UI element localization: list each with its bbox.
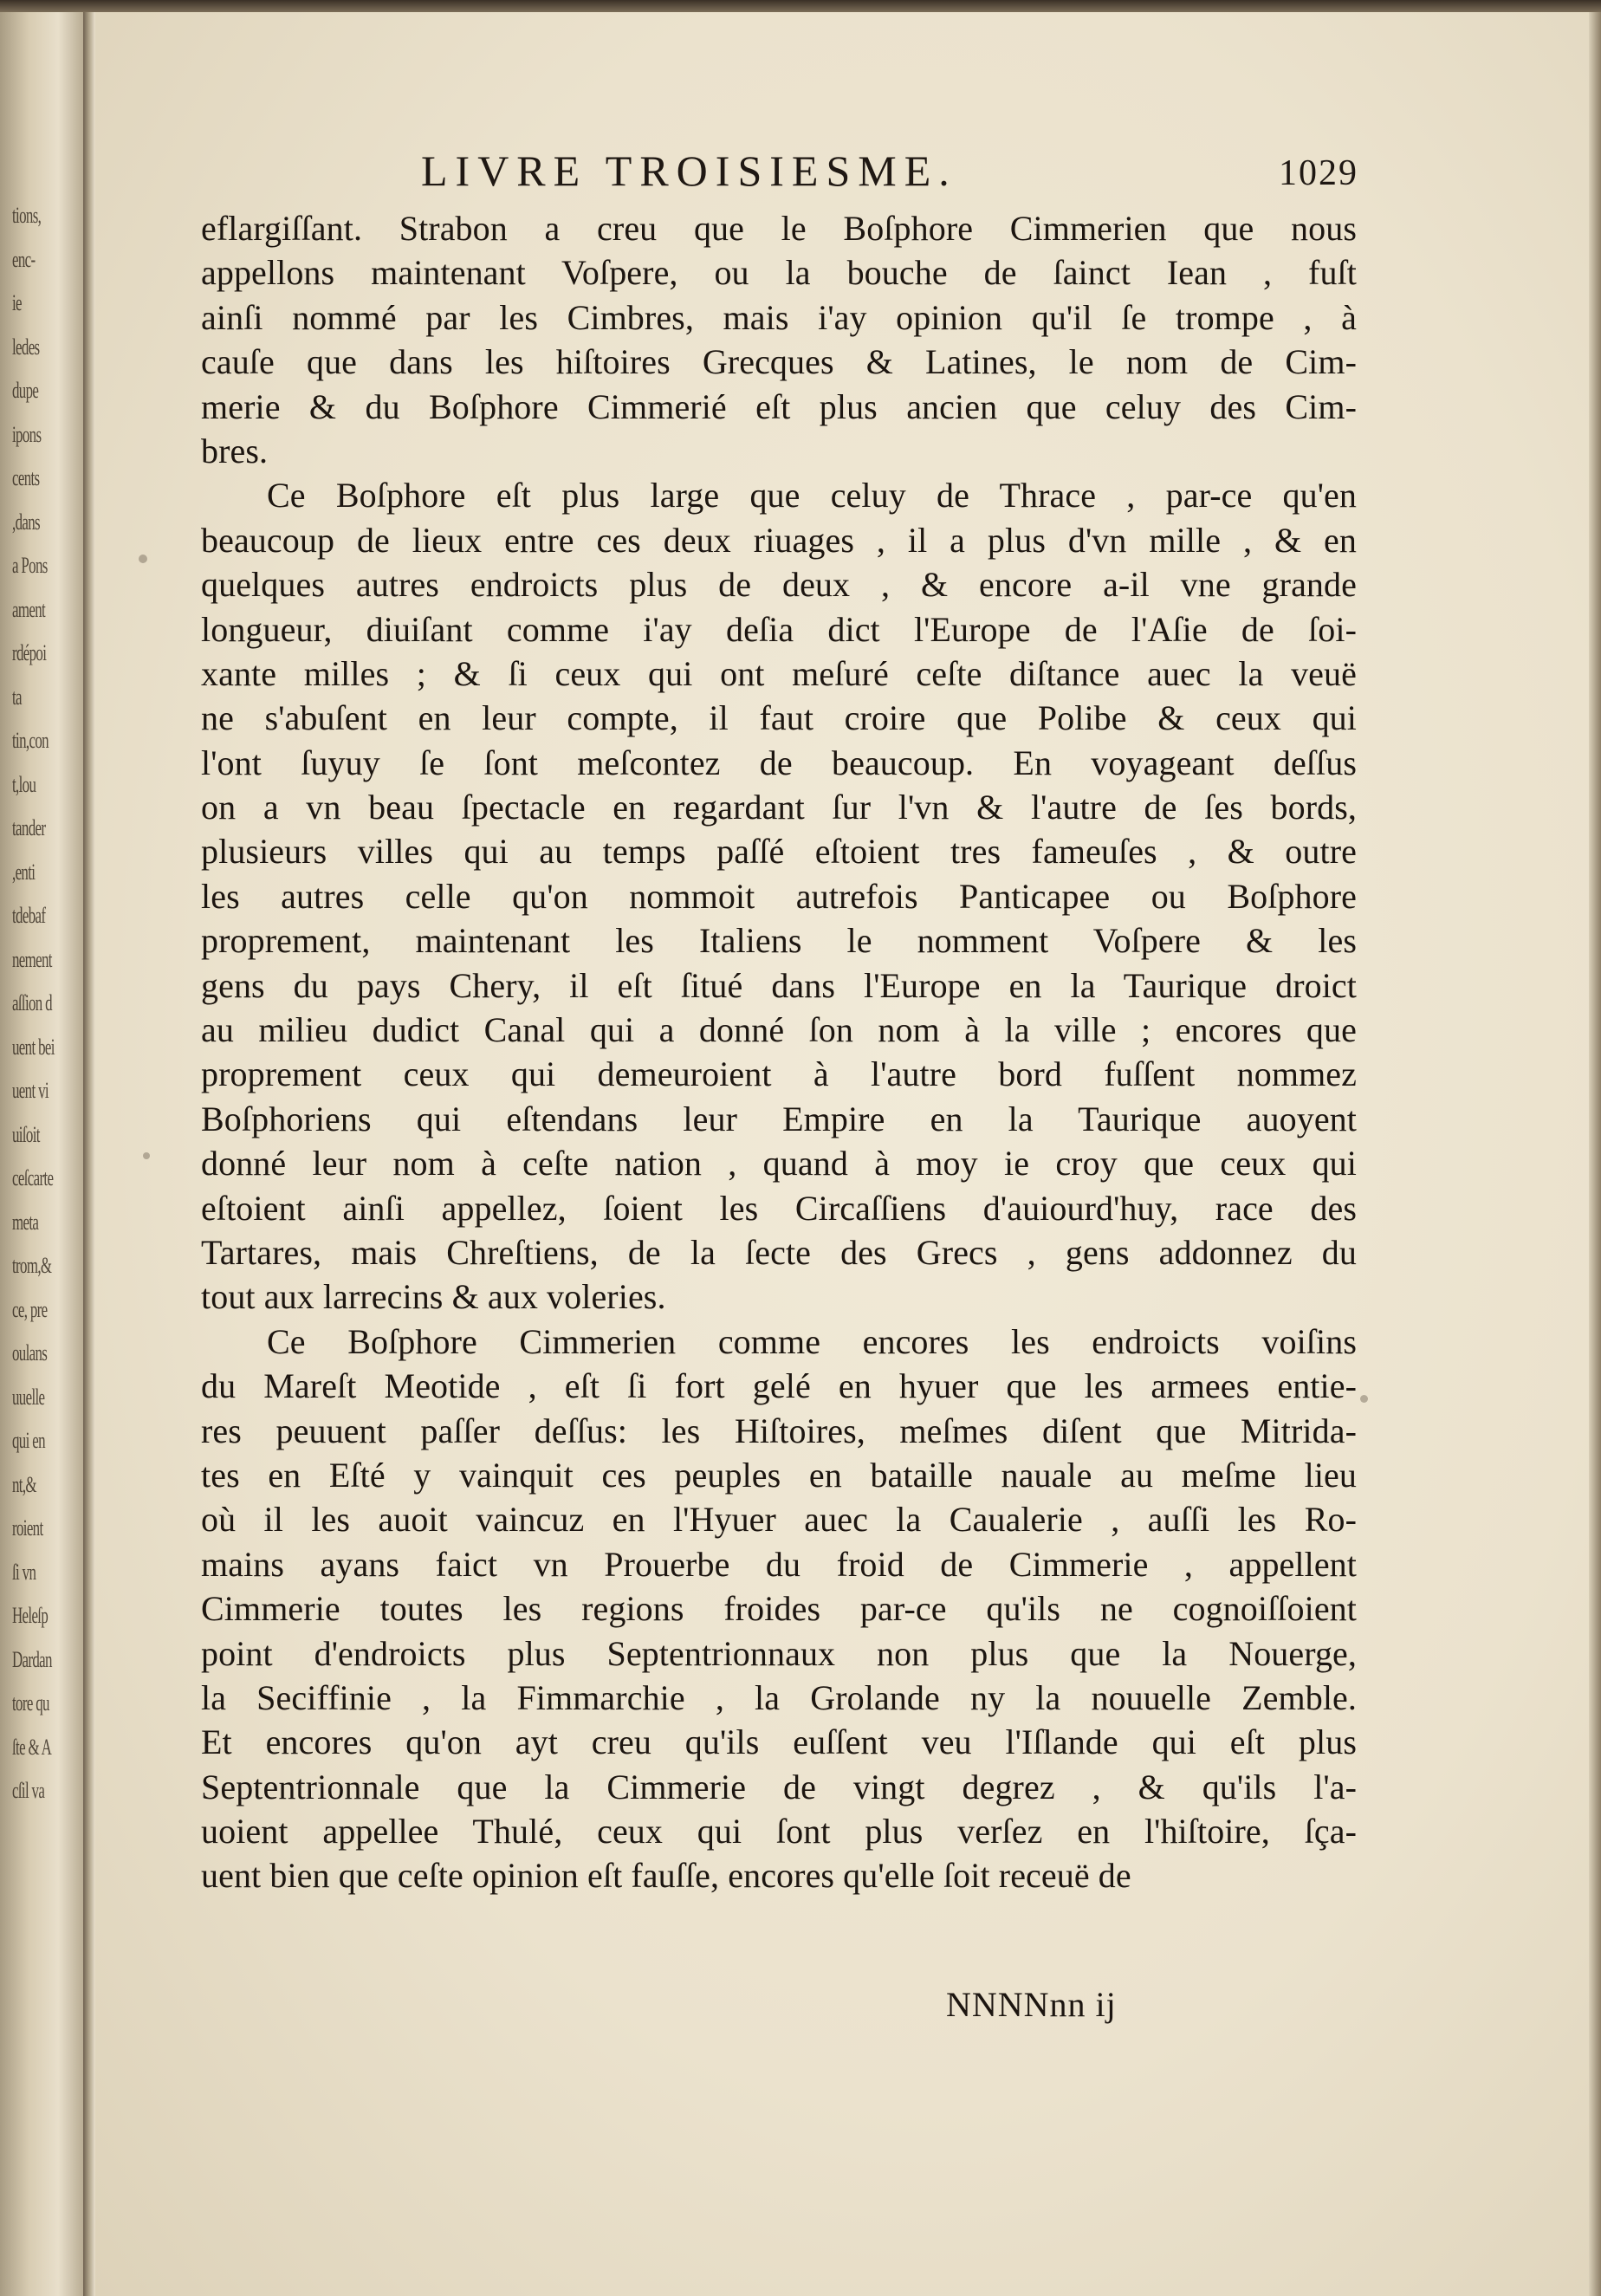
gutter-fragment: trom,& [12, 1253, 52, 1278]
gutter-fragment: nement [12, 946, 52, 972]
gutter-fragment: aſſion d [12, 990, 52, 1015]
gutter-fragment: tin,con [12, 728, 49, 753]
gutter-fragment: ceſcarte [12, 1165, 54, 1190]
text-line: Boſphoriens qui eſtendans leur Empire en la Taurique auoyent [201, 1099, 1357, 1138]
text-line: tes en Eſté y vainquit ces peuples en bataille nauale au meſme lieu [201, 1455, 1357, 1495]
text-line: la Seciffinie , la Fimmarchie , la Grolande ny la nouuelle Zemble. [201, 1677, 1357, 1717]
text-line: mains ayans faict vn Prouerbe du froid de Cimmerie , appellent [201, 1544, 1357, 1584]
gutter-fragment: ie [12, 290, 22, 315]
gutter-fragment: cſil va [12, 1778, 45, 1803]
adjacent-page-gutter [0, 12, 83, 2296]
gutter-fragment: uiſoit [12, 1121, 40, 1147]
signature-mark: NNNNnn ij [946, 1985, 1117, 2024]
running-head: LIVRE TROISIESME. [421, 146, 957, 195]
text-line: proprement ceux qui demeuroient à l'autre bord fuſſent nommez [201, 1054, 1357, 1094]
text-line: cauſe que dans les hiſtoires Grecques & Latines, le nom de Cim- [201, 342, 1357, 382]
text-line: l'ont ſuyuy ſe ſont meſcontez de beaucoup. En voyageant deſſus [201, 743, 1357, 782]
gutter-fragment: nt,& [12, 1471, 36, 1497]
gutter-fragment: t,lou [12, 771, 36, 797]
gutter-fragment: uent vi [12, 1078, 49, 1103]
page-right-edge [1589, 12, 1601, 2296]
text-line: bres. [201, 431, 269, 470]
bleed-through-text [217, 1996, 910, 2031]
text-line: ainſi nommé par les Cimbres, mais i'ay opinion qu'il ſe trompe , à [201, 297, 1357, 337]
text-line: Tartares, mais Chreſtiens, de la ſecte des Grecs , gens addonnez du [201, 1232, 1357, 1272]
gutter-fragment: meta [12, 1209, 39, 1235]
text-line: donné leur nom à ceſte nation , quand à moy ie croy que ceux qui [201, 1144, 1357, 1184]
gutter-fragment: qui en [12, 1428, 45, 1453]
text-line: du Mareſt Meotide , eſt ſi fort gelé en hyuer que les armees entie- [201, 1366, 1357, 1406]
text-line: uent bien que ceſte opinion eſt fauſſe, encores qu'elle ſoit receuë de [201, 1856, 1131, 1896]
text-line: Ce Boſphore eſt plus large que celuy de Thrace , par-ce qu'en [267, 476, 1357, 516]
text-line: Septentrionnale que la Cimmerie de vingt degrez , & qu'ils l'a- [201, 1767, 1357, 1806]
text-line: longueur, diuiſant comme i'ay deſia dict l'Europe de l'Aſie de ſoi- [201, 609, 1357, 649]
gutter-fragment: uent bei [12, 1034, 55, 1060]
text-line: les autres celle qu'on nommoit autrefois Panticapee ou Boſphore [201, 876, 1357, 916]
gutter-fragment: Heleſp [12, 1603, 49, 1628]
text-line: ne s'abuſent en leur compte, il faut croire que Polibe & ceux qui [201, 698, 1357, 738]
gutter-fragment: tions, [12, 203, 42, 228]
text-line: on a vn beau ſpectacle en regardant ſur l'vn & l'autre de ſes bords, [201, 788, 1357, 827]
text-line: res peuuent paſſer deſſus: les Hiſtoires, meſmes diſent que Mitrida- [201, 1411, 1357, 1450]
ink-speck [139, 555, 147, 563]
gutter-fragment: Dardan [12, 1646, 52, 1672]
gutter-fragment: enc- [12, 246, 36, 272]
gutter-fragment: tander [12, 815, 46, 840]
gutter-fragment: roient [12, 1515, 43, 1540]
gutter-fragment: cents [12, 465, 40, 490]
text-line: appellons maintenant Voſpere, ou la bouche de ſainct Iean , fuſt [201, 253, 1357, 293]
gutter-fragment: rdépoi [12, 640, 47, 665]
gutter-fragment: ,enti [12, 859, 36, 885]
page-number: 1029 [1279, 153, 1358, 193]
gutter-fragment: tdebaf [12, 903, 46, 928]
text-line: Et encores qu'on ayt creu qu'ils euſſent veu l'Iſlande qui eſt plus [201, 1722, 1357, 1762]
text-line: gens du pays Chery, il eſt ſitué dans l'Europe en la Taurique droict [201, 965, 1357, 1005]
text-line: point d'endroicts plus Septentrionnaux non plus que la Nouerge, [201, 1633, 1357, 1673]
text-line: uoient appellee Thulé, ceux qui ſont plus verſez en l'hiſtoire, ſça- [201, 1812, 1357, 1852]
gutter-fragment: ta [12, 684, 22, 710]
ink-speck [143, 1152, 150, 1159]
ink-speck [1360, 1395, 1368, 1403]
binding-fold [83, 12, 95, 2296]
gutter-fragment: dupe [12, 378, 39, 403]
text-line: eſtoient ainſi appellez, ſoient les Circaſſiens d'auiourd'huy, race des [201, 1188, 1357, 1228]
gutter-fragment: ipons [12, 421, 42, 447]
text-line: eflargiſſant. Strabon a creu que le Boſphore Cimmerien que nous [201, 209, 1357, 248]
gutter-fragment: ledes [12, 334, 40, 360]
text-line: tout aux larrecins & aux voleries. [201, 1277, 666, 1317]
gutter-fragment: oulans [12, 1340, 48, 1365]
text-line: au milieu dudict Canal qui a donné ſon nom à la ville ; encores que [201, 1010, 1357, 1050]
text-line: plusieurs villes qui au temps paſſé eſtoient tres fameuſes , & outre [201, 832, 1357, 872]
gutter-fragment: ſi vn [12, 1559, 36, 1585]
gutter-fragment: tore qu [12, 1690, 49, 1716]
text-line: Cimmerie toutes les regions froides par-ce qu'ils ne cognoiſſoient [201, 1589, 1357, 1629]
text-line: quelques autres endroicts plus de deux , & encore a-il vne grande [201, 565, 1357, 605]
gutter-fragment: ce, pre [12, 1296, 48, 1322]
gutter-fragment: uuelle [12, 1384, 45, 1410]
text-line: proprement, maintenant les Italiens le nomment Voſpere & les [201, 921, 1357, 961]
gutter-fragment: ament [12, 596, 46, 622]
body-text [201, 206, 1357, 1898]
text-line: merie & du Boſphore Cimmerié eſt plus ancien que celuy des Cim- [201, 386, 1357, 426]
text-line: où il les auoit vaincuz en l'Hyuer auec la Caualerie , auſſi les Ro- [201, 1500, 1357, 1540]
gutter-fragment: ,dans [12, 509, 40, 535]
scan-top-edge [0, 0, 1601, 12]
text-line: xante milles ; & ſi ceux qui ont meſuré ceſte diſtance auec la veuë [201, 653, 1357, 693]
text-line: Ce Boſphore Cimmerien comme encores les endroicts voiſins [267, 1321, 1357, 1361]
text-line: beaucoup de lieux entre ces deux riuages , il a plus d'vn mille , & en [201, 520, 1357, 560]
gutter-fragment: ſte & A [12, 1734, 52, 1760]
gutter-fragment: a Pons [12, 553, 48, 578]
